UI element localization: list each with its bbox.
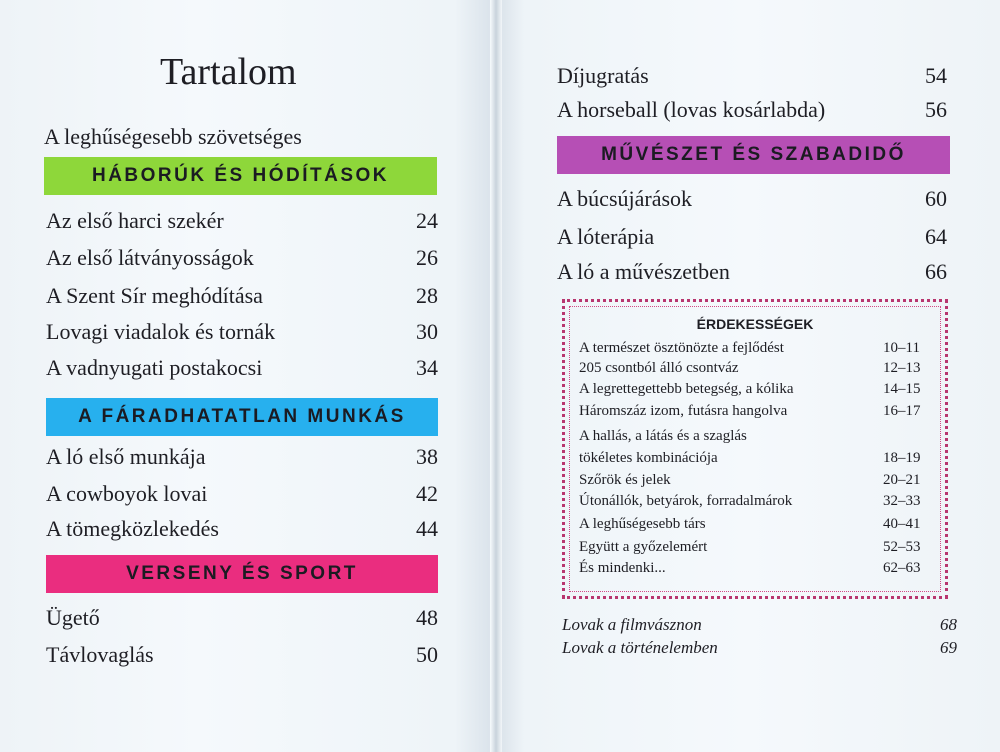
fact-entry[interactable] [579,358,943,378]
fact-label: tökéletes kombinációja [579,450,718,466]
intro-entry[interactable]: A leghűségesebb szövetséges [44,124,302,149]
toc-entry[interactable] [46,354,438,382]
fact-page: 16–17 [883,403,921,419]
entry-page: 60 [925,186,947,211]
entry-label: A lóterápia [557,224,655,249]
entry-label: A vadnyugati postakocsi [46,355,263,380]
entry-label: Ügető [46,605,100,630]
toc-entry[interactable] [557,96,947,124]
facts-box-title: ÉRDEKESSÉGEK [696,316,814,332]
entry-label: Az első harci szekér [46,208,224,233]
toc-entry[interactable] [46,641,438,669]
extra-label: Lovak a filmvásznon [562,615,702,634]
fact-page: 32–33 [883,493,921,509]
fact-page: 20–21 [883,472,921,488]
facts-box [562,299,948,599]
fact-label: A legrettegettebb betegség, a kólika [579,381,794,397]
fact-entry[interactable] [579,491,943,511]
entry-label: A tömegközlekedés [46,516,219,541]
entry-page: 34 [416,355,438,380]
fact-page: 12–13 [883,360,921,376]
entry-label: A ló a művészetben [557,259,730,284]
fact-entry[interactable] [579,514,943,534]
toc-entry[interactable] [46,244,438,272]
section-heading-art: MŰVÉSZET ÉS SZABADIDŐ [557,136,950,174]
entry-page: 48 [416,605,438,630]
fact-entry[interactable] [579,379,943,399]
entry-label: A Szent Sír meghódítása [46,283,263,308]
toc-entry[interactable] [46,282,438,310]
fact-label: 205 csontból álló csontváz [579,360,739,376]
fact-label: A leghűségesebb társ [579,516,706,532]
entry-page: 66 [925,259,947,284]
toc-entry[interactable] [557,223,947,251]
entry-label: Lovagi viadalok és tornák [46,319,276,344]
toc-entry[interactable] [46,604,438,632]
fact-entry[interactable] [579,426,943,446]
fact-label: Útonállók, betyárok, forradalmárok [579,493,793,509]
extra-page: 68 [940,615,957,634]
entry-label: A ló első munkája [46,444,206,469]
entry-label: A horseball (lovas kosárlabda) [557,97,826,122]
fact-label: Együtt a győzelemért [579,539,708,555]
entry-page: 42 [416,481,438,506]
fact-entry[interactable] [579,558,943,578]
toc-entry[interactable] [557,258,947,286]
fact-entry[interactable] [579,470,943,490]
fact-page: 52–53 [883,539,921,555]
fact-label: A hallás, a látás és a szaglás [579,428,747,444]
toc-entry[interactable] [46,443,438,471]
section-heading-wars: HÁBORÚK ÉS HÓDÍTÁSOK [44,157,437,195]
toc-entry[interactable] [557,185,947,213]
fact-page: 14–15 [883,381,921,397]
extra-entry[interactable] [562,614,957,636]
entry-page: 54 [925,63,947,88]
entry-page: 26 [416,245,438,270]
section-heading-work: A FÁRADHATATLAN MUNKÁS [46,398,438,436]
extra-entry[interactable] [562,637,957,659]
fact-page: 18–19 [883,450,921,466]
fact-label: Szőrök és jelek [579,472,671,488]
toc-entry[interactable] [46,515,438,543]
entry-page: 56 [925,97,947,122]
fact-page [883,426,943,446]
entry-page: 44 [416,516,438,541]
toc-entry[interactable] [46,480,438,508]
entry-page: 30 [416,319,438,344]
fact-label: És mindenki... [579,560,666,576]
fact-entry[interactable] [579,338,943,358]
extra-label: Lovak a történelemben [562,638,718,657]
entry-label: Díjugratás [557,63,649,88]
fact-entry[interactable] [579,448,943,468]
entry-page: 24 [416,208,438,233]
fact-label: A természet ösztönözte a fejlődést [579,340,784,356]
extra-page: 69 [940,638,957,657]
toc-entry[interactable] [557,62,947,90]
entry-label: Az első látványosságok [46,245,254,270]
book-spine [490,0,502,752]
entry-label: A cowboyok lovai [46,481,208,506]
fact-page: 10–11 [883,340,920,356]
left-page [0,0,494,752]
entry-page: 64 [925,224,947,249]
entry-label: A búcsújárások [557,186,693,211]
entry-label: Távlovaglás [46,642,154,667]
entry-page: 38 [416,444,438,469]
entry-page: 50 [416,642,438,667]
toc-entry[interactable] [46,207,438,235]
entry-page: 28 [416,283,438,308]
fact-entry[interactable] [579,401,943,421]
toc-entry[interactable] [46,318,438,346]
fact-page: 62–63 [883,560,921,576]
page-title: Tartalom [160,51,297,93]
section-heading-sport: VERSENY ÉS SPORT [46,555,438,593]
fact-label: Háromszáz izom, futásra hangolva [579,403,788,419]
fact-page: 40–41 [883,516,921,532]
fact-entry[interactable] [579,537,943,557]
